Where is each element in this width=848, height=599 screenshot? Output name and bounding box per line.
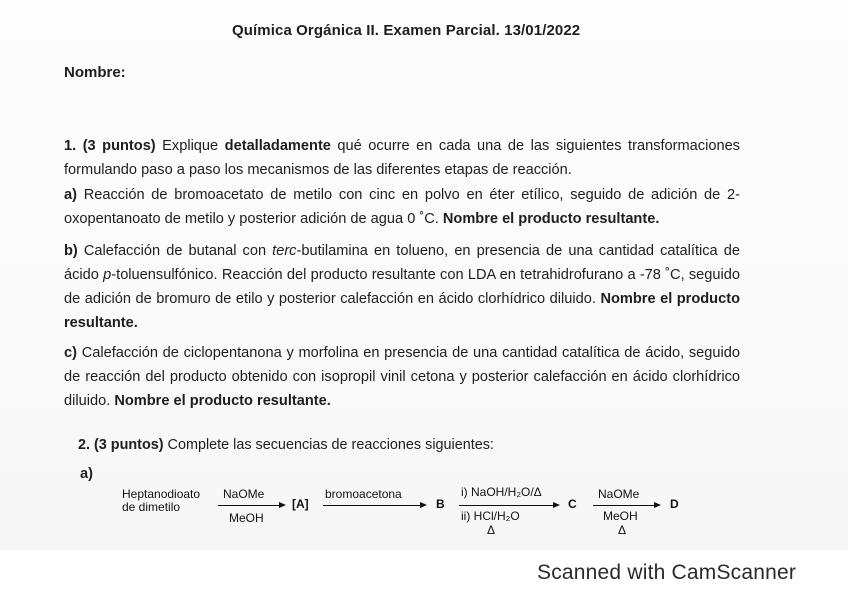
arrow3-line: [459, 505, 554, 506]
product-d: D: [670, 497, 679, 511]
product-a: [A]: [292, 497, 309, 511]
question-1b-text-2: -butilamina en tolueno, en presencia de una cantidad catalítica de ácido: [64, 243, 740, 283]
exam-title: Química Orgánica II. Examen Parcial. 13/01/2022: [232, 22, 581, 39]
arrow4-reagent-bottom: MeOH: [603, 509, 638, 523]
arrow4-line: [593, 505, 655, 506]
question-1b-text-1: Calefacción de butanal con: [77, 243, 273, 259]
arrow3-reagent-bottom: ii) HCl/H₂O: [461, 509, 520, 523]
question-1: [64, 134, 740, 182]
question-1-number: 1.: [64, 138, 77, 154]
question-1b-italic-1: terc: [272, 243, 297, 259]
question-2-number: 2.: [78, 437, 91, 453]
question-1b-letter: b): [64, 243, 78, 259]
question-2-points: (3 puntos): [94, 437, 164, 453]
arrow1-reagent-top: NaOMe: [223, 487, 265, 501]
question-1a-instruction: Nombre el producto resultante.: [442, 211, 660, 227]
question-1c: [64, 341, 740, 413]
question-1b-text-3: -toluensulfónico. Reacción del producto resultante con LDA en tetrahidrofurano a -78 ˚C, seguido de adición de bromuro de etilo y posterior calefacción en ácido clorhídrico diluido.: [64, 267, 740, 307]
question-1c-letter: c): [64, 345, 77, 361]
question-1b-instruction: Nombre el producto resultante.: [64, 291, 740, 331]
starting-material-line2: de dimetilo: [122, 500, 181, 514]
question-1a-letter: a): [64, 187, 77, 203]
question-2: [78, 437, 494, 453]
arrow2-line: [323, 505, 421, 506]
arrow4-reagent-below: Δ: [618, 523, 627, 537]
question-1b-italic-2: p: [103, 267, 112, 283]
question-1a: [64, 183, 740, 231]
question-1-points: (3 puntos): [82, 138, 156, 154]
arrow1-reagent-bottom: MeOH: [229, 511, 264, 525]
arrow3-reagent-top: i) NaOH/H₂O/Δ: [461, 485, 542, 499]
product-c: C: [568, 497, 577, 511]
arrow1-line: [218, 505, 280, 506]
arrow2-reagent-top: bromoacetona: [325, 487, 402, 501]
question-1c-text: Calefacción de ciclopentanona y morfolina en presencia de una cantidad catalítica de ácido, seguido de reacción del producto obtenido con isopropil vinil cetona y posterior calefacción en ácido clorhídrico diluido.: [64, 345, 740, 409]
arrow3-head: [553, 502, 560, 508]
question-1a-text: Reacción de bromoacetato de metilo con cinc en polvo en éter etílico, seguido de adición de 2-oxopentanoato de metilo y posterior adición de agua 0 ˚C.: [64, 187, 740, 227]
name-label: Nombre:: [64, 64, 126, 81]
question-2-text: Complete las secuencias de reacciones siguientes:: [163, 437, 494, 453]
question-1-text-a: Explique: [155, 138, 225, 154]
arrow4-reagent-top: NaOMe: [598, 487, 640, 501]
question-1-text-b: qué ocurre en cada una de las siguientes transformaciones formulando paso a paso los mecanismos de las diferentes etapas de reacción.: [64, 138, 740, 178]
product-b: B: [436, 497, 445, 511]
camscanner-watermark: Scanned with CamScanner: [537, 561, 797, 584]
arrow3-reagent-below: Δ: [487, 523, 496, 537]
question-2a-label: a): [80, 466, 93, 482]
arrow2-head: [420, 502, 427, 508]
starting-material-line1: Heptanodioato: [122, 487, 201, 501]
question-1c-instruction: Nombre el producto resultante.: [114, 393, 331, 409]
question-1-emphasis: detalladamente: [224, 138, 331, 154]
arrow4-head: [654, 502, 661, 508]
question-1b: [64, 239, 740, 335]
arrow1-head: [279, 502, 286, 508]
